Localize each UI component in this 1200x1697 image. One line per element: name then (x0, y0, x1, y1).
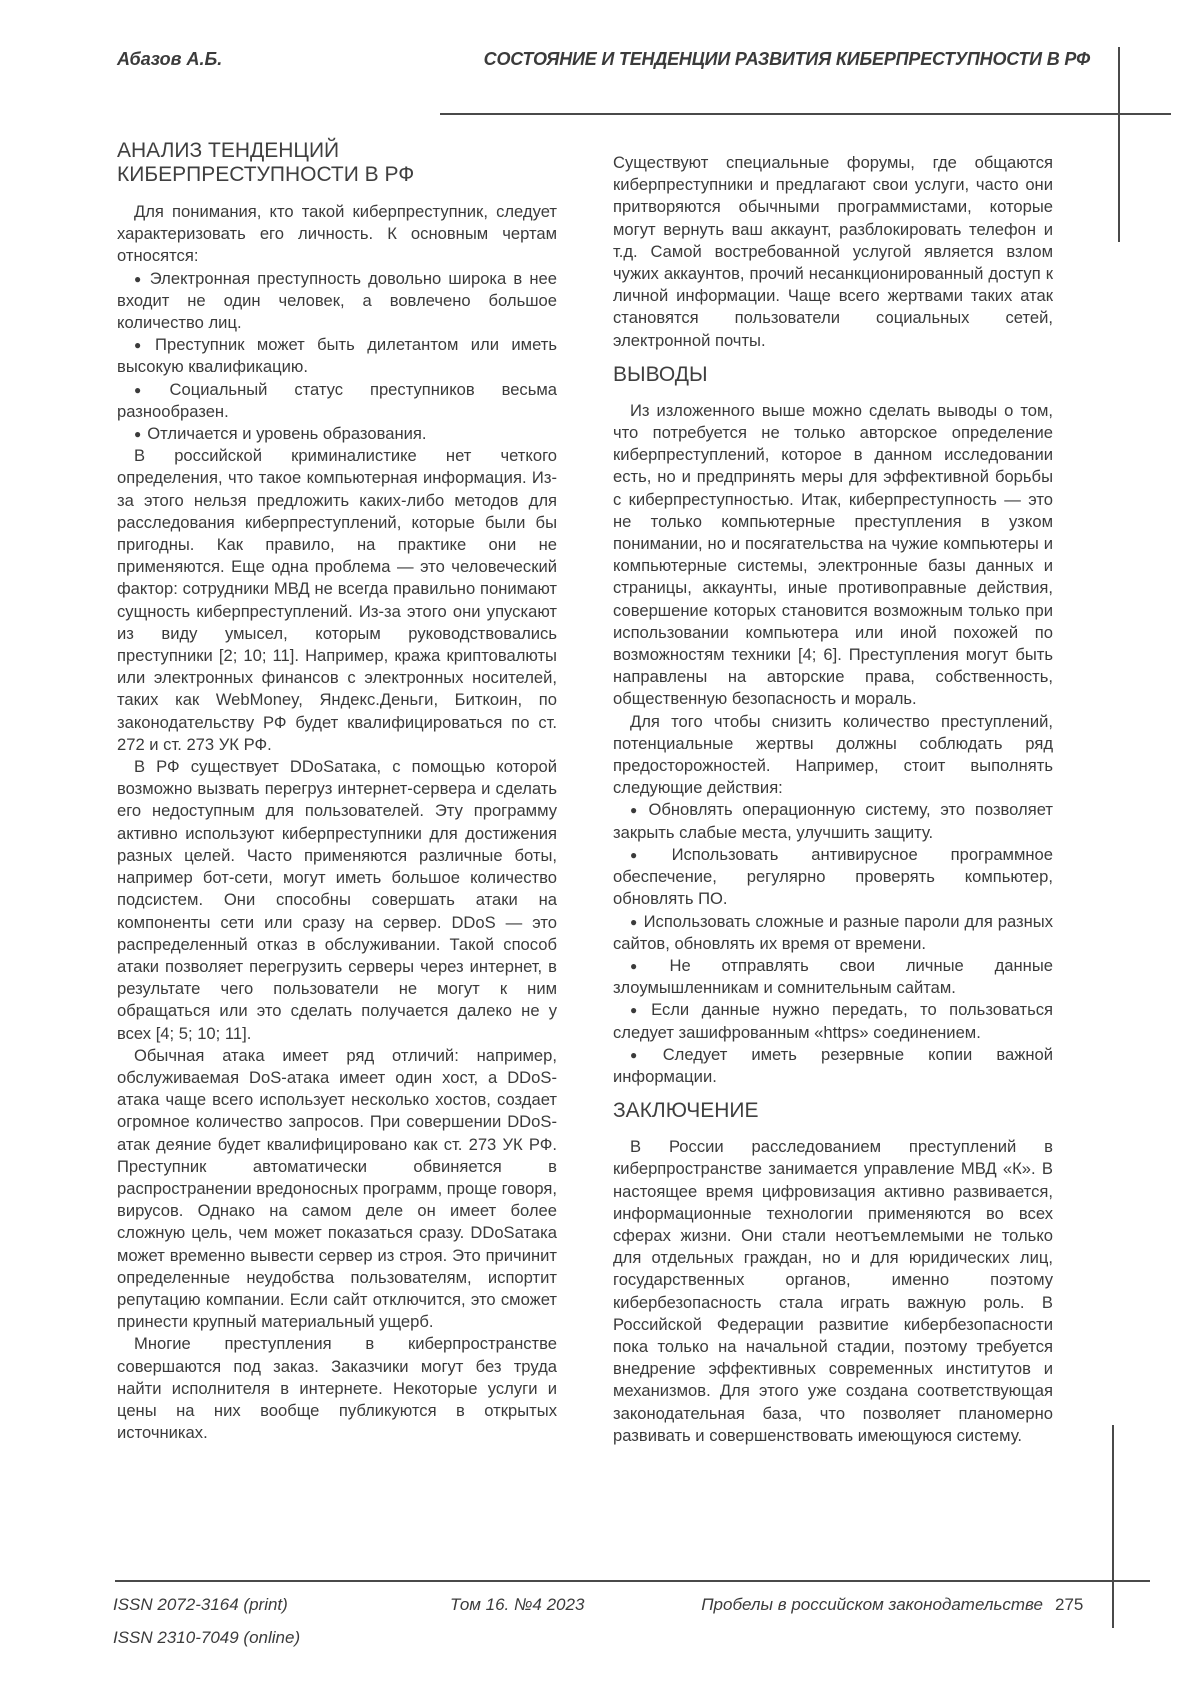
bullet-icon: ● (630, 958, 664, 973)
bullet-item (117, 268, 557, 335)
paragraph: В российской криминалистике нет четкого определения, что такое компьютерная информация. Из-за этого нельзя предложить каких-либо методов для расследования киберпреступлений, которые были бы пригодны. Как правило, на практике они не применяются. Еще одна проблема — это человеческий фактор: сотрудники МВД не всегда правильно понимают сущность киберпреступлений. Из-за этого они упускают из виду умысел, которым руководствовались преступники [2; 10; 11]. Например, кража криптовалюты или электронных финансов с электронных носителей, таких как WebMoney, Яндекс.Деньги, Биткоин, по законодательству РФ будет квалифицироваться по ст. 272 и ст. 273 УК РФ. (117, 446, 557, 754)
bullet-text: Использовать сложные и разные пароли для разных сайтов, обновлять их время от времени. (613, 911, 1054, 953)
bullet-icon: ● (134, 382, 164, 397)
bullet-text: Следует иметь резервные копии важной информации. (613, 1044, 1053, 1086)
footer-issn-online: ISSN 2310-7049 (online) (113, 1628, 301, 1647)
paragraph: В России расследованием преступлений в киберпространстве занимается управление МВД «К». В настоящее время цифровизация активно развивается, информационные технологии применяются во всех сферах жизни. Они стали неотъемлемыми не только для отдельных граждан, но и для юридических лиц, государственных органов, именно поэтому кибербезопасность стала играть важную роль. В Российской Федерации развитие кибербезопасности пока только на начальной стадии, поэтому требуется внедрение эффективных современных институтов и механизмов. Для этого уже создана соответствующая законодательная база, что позволяет планомерно развивать и совершенствовать имеющуюся систему. (613, 1137, 1053, 1445)
bullet-icon: ● (630, 1047, 657, 1062)
header-author: Абазов А.Б. (117, 49, 223, 69)
left-column (117, 139, 557, 1444)
footer-volume: Том 16. №4 2023 (450, 1595, 585, 1614)
bullet-text: Преступник может быть дилетантом или иметь высокую квалификацию. (117, 335, 557, 377)
bullet-text: Использовать антивирусное программное обеспечение, регулярно проверять компьютер, обновлять ПО. (613, 844, 1053, 909)
bullet-item (613, 955, 1053, 999)
section-heading-line: КИБЕРПРЕСТУПНОСТИ В РФ (117, 163, 415, 186)
bullet-icon: ● (134, 338, 150, 353)
bullet-text: Не отправлять свои личные данные злоумышленникам и сомнительным сайтам. (613, 955, 1053, 998)
bullet-icon: ● (630, 914, 638, 929)
paragraph: Из изложенного выше можно сделать выводы о том, что потребуется не только авторское определение киберпреступлений, которое в данном исследовании есть, но и предпринять меры для эффективной борьбы с киберпреступностью. Итак, киберпреступность — это не только компьютерные преступления в узком понимании, но и посягательства на чужие компьютеры и компьютерные системы, электронные базы данных и страницы, аккаунты, иные противоправные действия, совершение которых становится возможным только при использовании компьютера или иной похожей по возможностям техники [4; 6]. Преступления могут быть направлены на авторские права, собственность, общественную безопасность и мораль. (613, 400, 1053, 709)
paragraph: Существуют специальные форумы, где общаются киберпреступники и предлагают свои услуги, часто они притворяются обычными программистами, которые могут вернуть ваш аккаунт, разблокировать телефон и т.д. Самой востребованной услугой является взлом чужих аккаунтов, прочий несанкционированный доступ к личной информации. Чаще всего жертвами таких атак становятся пользователи социальных сетей, электронной почты. (613, 153, 1053, 350)
bullet-text: Социальный статус преступников весьма разнообразен. (117, 379, 558, 421)
bullet-text: Если данные нужно передать, то пользоваться следует зашифрованным «https» соединением. (613, 1000, 1054, 1042)
section-heading-line: ЗАКЛЮЧЕНИЕ (613, 1099, 759, 1123)
footer-journal-title: Пробелы в российском законодательстве (701, 1595, 1043, 1614)
paragraph: Обычная атака имеет ряд отличий: например, обслуживаемая DoS-атака имеет один хост, а DDoS-атака чаще всего использует несколько хостов, создает огромное количество запросов. При совершении DDoS-атак деяние будет квалифицировано как ст. 273 УК РФ. Преступник автоматически обвиняется в распространении вредоносных программ, проще говоря, вирусов. Однако на самом деле он имеет более сложную цель, чем может показаться сразу. DDoSатака может временно вывести сервер из строя. Это причинит определенные неудобства пользователям, испортит репутацию компании. Если сайт отключится, это сможет принести крупный материальный ущерб. (117, 1045, 557, 1332)
bullet-item (613, 911, 1053, 955)
top-right-vertical-rule (1118, 47, 1120, 242)
bullet-item (613, 999, 1053, 1043)
footer-issn-print: ISSN 2072-3164 (print) (113, 1595, 288, 1614)
footer-page-number: 275 (1055, 1595, 1084, 1614)
paragraph: Для понимания, кто такой киберпреступник, следует характеризовать его личность. К основным чертам относятся: (117, 202, 557, 266)
bullet-text: Обновлять операционную систему, это позволяет закрыть слабые места, улучшить защиту. (613, 800, 1053, 842)
bullet-item (613, 1044, 1053, 1088)
header-running-title: СОСТОЯНИЕ И ТЕНДЕНЦИИ РАЗВИТИЯ КИБЕРПРЕСТУПНОСТИ В РФ (483, 49, 1090, 69)
section-heading-final (613, 1099, 1053, 1123)
section-heading-line: ВЫВОДЫ (613, 362, 708, 386)
bullet-icon: ● (630, 847, 666, 862)
right-column (613, 152, 1053, 1447)
bullet-text: Отличается и уровень образования. (147, 424, 427, 444)
bullet-icon: ● (630, 1003, 646, 1018)
bullet-item (117, 334, 557, 378)
section-heading-conclusions (613, 363, 1053, 387)
bottom-right-vertical-rule (1112, 1425, 1114, 1628)
paragraph: Многие преступления в киберпространстве совершаются под заказ. Заказчики могут без труда найти исполнителя в интернете. Некоторые услуги и цены на них вообще публикуются в открытых источниках. (117, 1334, 557, 1443)
header-rule (440, 113, 1171, 115)
bullet-item (117, 423, 557, 445)
bullet-icon: ● (630, 803, 643, 818)
bullet-icon: ● (134, 271, 144, 286)
bullet-icon: ● (134, 427, 142, 442)
footer-rule (115, 1580, 1150, 1582)
bullet-item (613, 844, 1053, 911)
section-heading-analysis (117, 139, 557, 187)
bullet-item (613, 799, 1053, 843)
paragraph: Для того чтобы снизить количество преступлений, потенциальные жертвы должны соблюдать ряд предосторожностей. Например, стоит выполнять следующие действия: (613, 711, 1053, 798)
bullet-item (117, 379, 557, 423)
paragraph: В РФ существует DDoSатака, с помощью которой возможно вызвать перегруз интернет-сервера и сделать его недоступным для пользователей. Эту программу активно используют киберпреступники для достижения разных целей. Часто применяются различные боты, например бот-сети, могут иметь большое количество подсистем. Они способны совершать атаки на компоненты сети или сразу на сервер. DDoS — это распределенный отказ в обслуживании. Такой способ атаки позволяет перегрузить серверы через интернет, в результате чего пользователи не могут к ним обращаться или это сделать получается далеко не у всех [4; 5; 10; 11]. (117, 757, 557, 1043)
bullet-text: Электронная преступность довольно широка в нее входит не один человек, а вовлечено большое количество лиц. (117, 268, 557, 333)
section-heading-line: АНАЛИЗ ТЕНДЕНЦИЙ (117, 139, 340, 162)
